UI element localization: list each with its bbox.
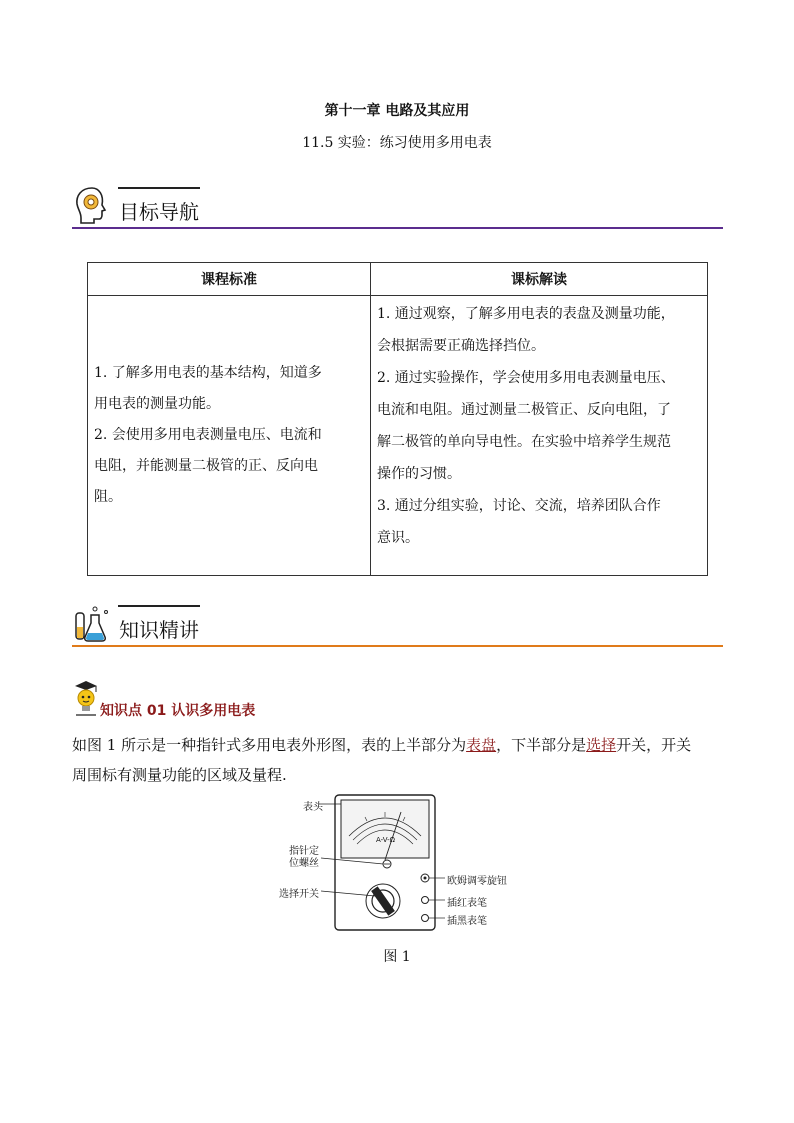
interpretation-line: 操作的习惯。 bbox=[377, 466, 461, 482]
interpretation-cell bbox=[371, 296, 708, 576]
goals-banner-line bbox=[72, 227, 723, 229]
label-red-probe: 插红表笔 bbox=[447, 898, 487, 909]
para-text: ，下半部分是 bbox=[496, 736, 587, 754]
term-selector: 选择 bbox=[586, 736, 617, 754]
label-ohm-knob: 欧姆调零旋钮 bbox=[447, 876, 507, 887]
banner-topline bbox=[118, 187, 200, 189]
interpretation-line: 解二极管的单向导电性。在实验中培养学生规范 bbox=[377, 434, 671, 450]
standard-line: 阻。 bbox=[94, 489, 122, 505]
knowledge-banner-line bbox=[72, 645, 723, 647]
standard-line: 用电表的测量功能。 bbox=[94, 396, 220, 412]
goals-banner bbox=[72, 185, 723, 229]
label-black-probe: 插黑表笔 bbox=[447, 916, 487, 927]
standard-line: 2. 会使用多用电表测量电压、电流和 bbox=[94, 427, 322, 443]
figure-caption: 图 1 bbox=[383, 949, 411, 965]
chapter-title: 第十一章 电路及其应用 bbox=[324, 103, 470, 119]
head-gear-icon bbox=[72, 185, 112, 225]
section-title: 11.5 实验：练习使用多用电表 bbox=[302, 135, 492, 151]
knowledge-banner-label: 知识精讲 bbox=[119, 618, 199, 642]
interpretation-line: 意识。 bbox=[377, 530, 419, 546]
table-header-standard: 课程标准 bbox=[88, 263, 371, 296]
curriculum-table bbox=[87, 262, 708, 576]
para-text: 如图 1 所示是一种指针式多用电表外形图，表的上半部分为 bbox=[72, 736, 467, 754]
banner-topline bbox=[118, 605, 200, 607]
multimeter-figure bbox=[275, 790, 525, 935]
para-text: 周围标有测量功能的区域及量程. bbox=[72, 766, 287, 784]
interpretation-line: 3. 通过分组实验，讨论、交流，培养团队合作 bbox=[377, 498, 661, 514]
goals-banner-label: 目标导航 bbox=[119, 200, 199, 224]
interpretation-line: 电流和电阻。通过测量二极管正、反向电阻，了 bbox=[377, 402, 671, 418]
standard-line: 电阻，并能测量二极管的正、反向电 bbox=[94, 458, 318, 474]
label-pointer-screw: 指针定 bbox=[289, 846, 319, 857]
label-pointer-screw-2: 位螺丝 bbox=[289, 858, 319, 869]
knowledge-banner bbox=[72, 603, 723, 647]
label-selector: 选择开关 bbox=[279, 889, 319, 900]
term-dial: 表盘 bbox=[466, 736, 497, 754]
interpretation-line: 1. 通过观察，了解多用电表的表盘及测量功能， bbox=[377, 306, 675, 322]
lab-flask-icon bbox=[72, 603, 112, 643]
label-meter-head: 表头 bbox=[303, 802, 323, 813]
table-header-interpretation: 课标解读 bbox=[371, 263, 708, 296]
knowledge-paragraph bbox=[72, 730, 724, 790]
interpretation-line: 2. 通过实验操作，学会使用多用电表测量电压、 bbox=[377, 370, 675, 386]
interpretation-line: 会根据需要正确选择挡位。 bbox=[377, 338, 545, 354]
para-text: 开关，开关 bbox=[616, 736, 692, 754]
standard-cell bbox=[88, 296, 371, 576]
knowledge-point-title: 知识点 01 认识多用电表 bbox=[100, 703, 256, 719]
dial-label: A-V-Ω bbox=[376, 836, 396, 844]
standard-line: 1. 了解多用电表的基本结构，知道多 bbox=[94, 365, 322, 381]
lightbulb-mascot-icon bbox=[72, 678, 100, 718]
